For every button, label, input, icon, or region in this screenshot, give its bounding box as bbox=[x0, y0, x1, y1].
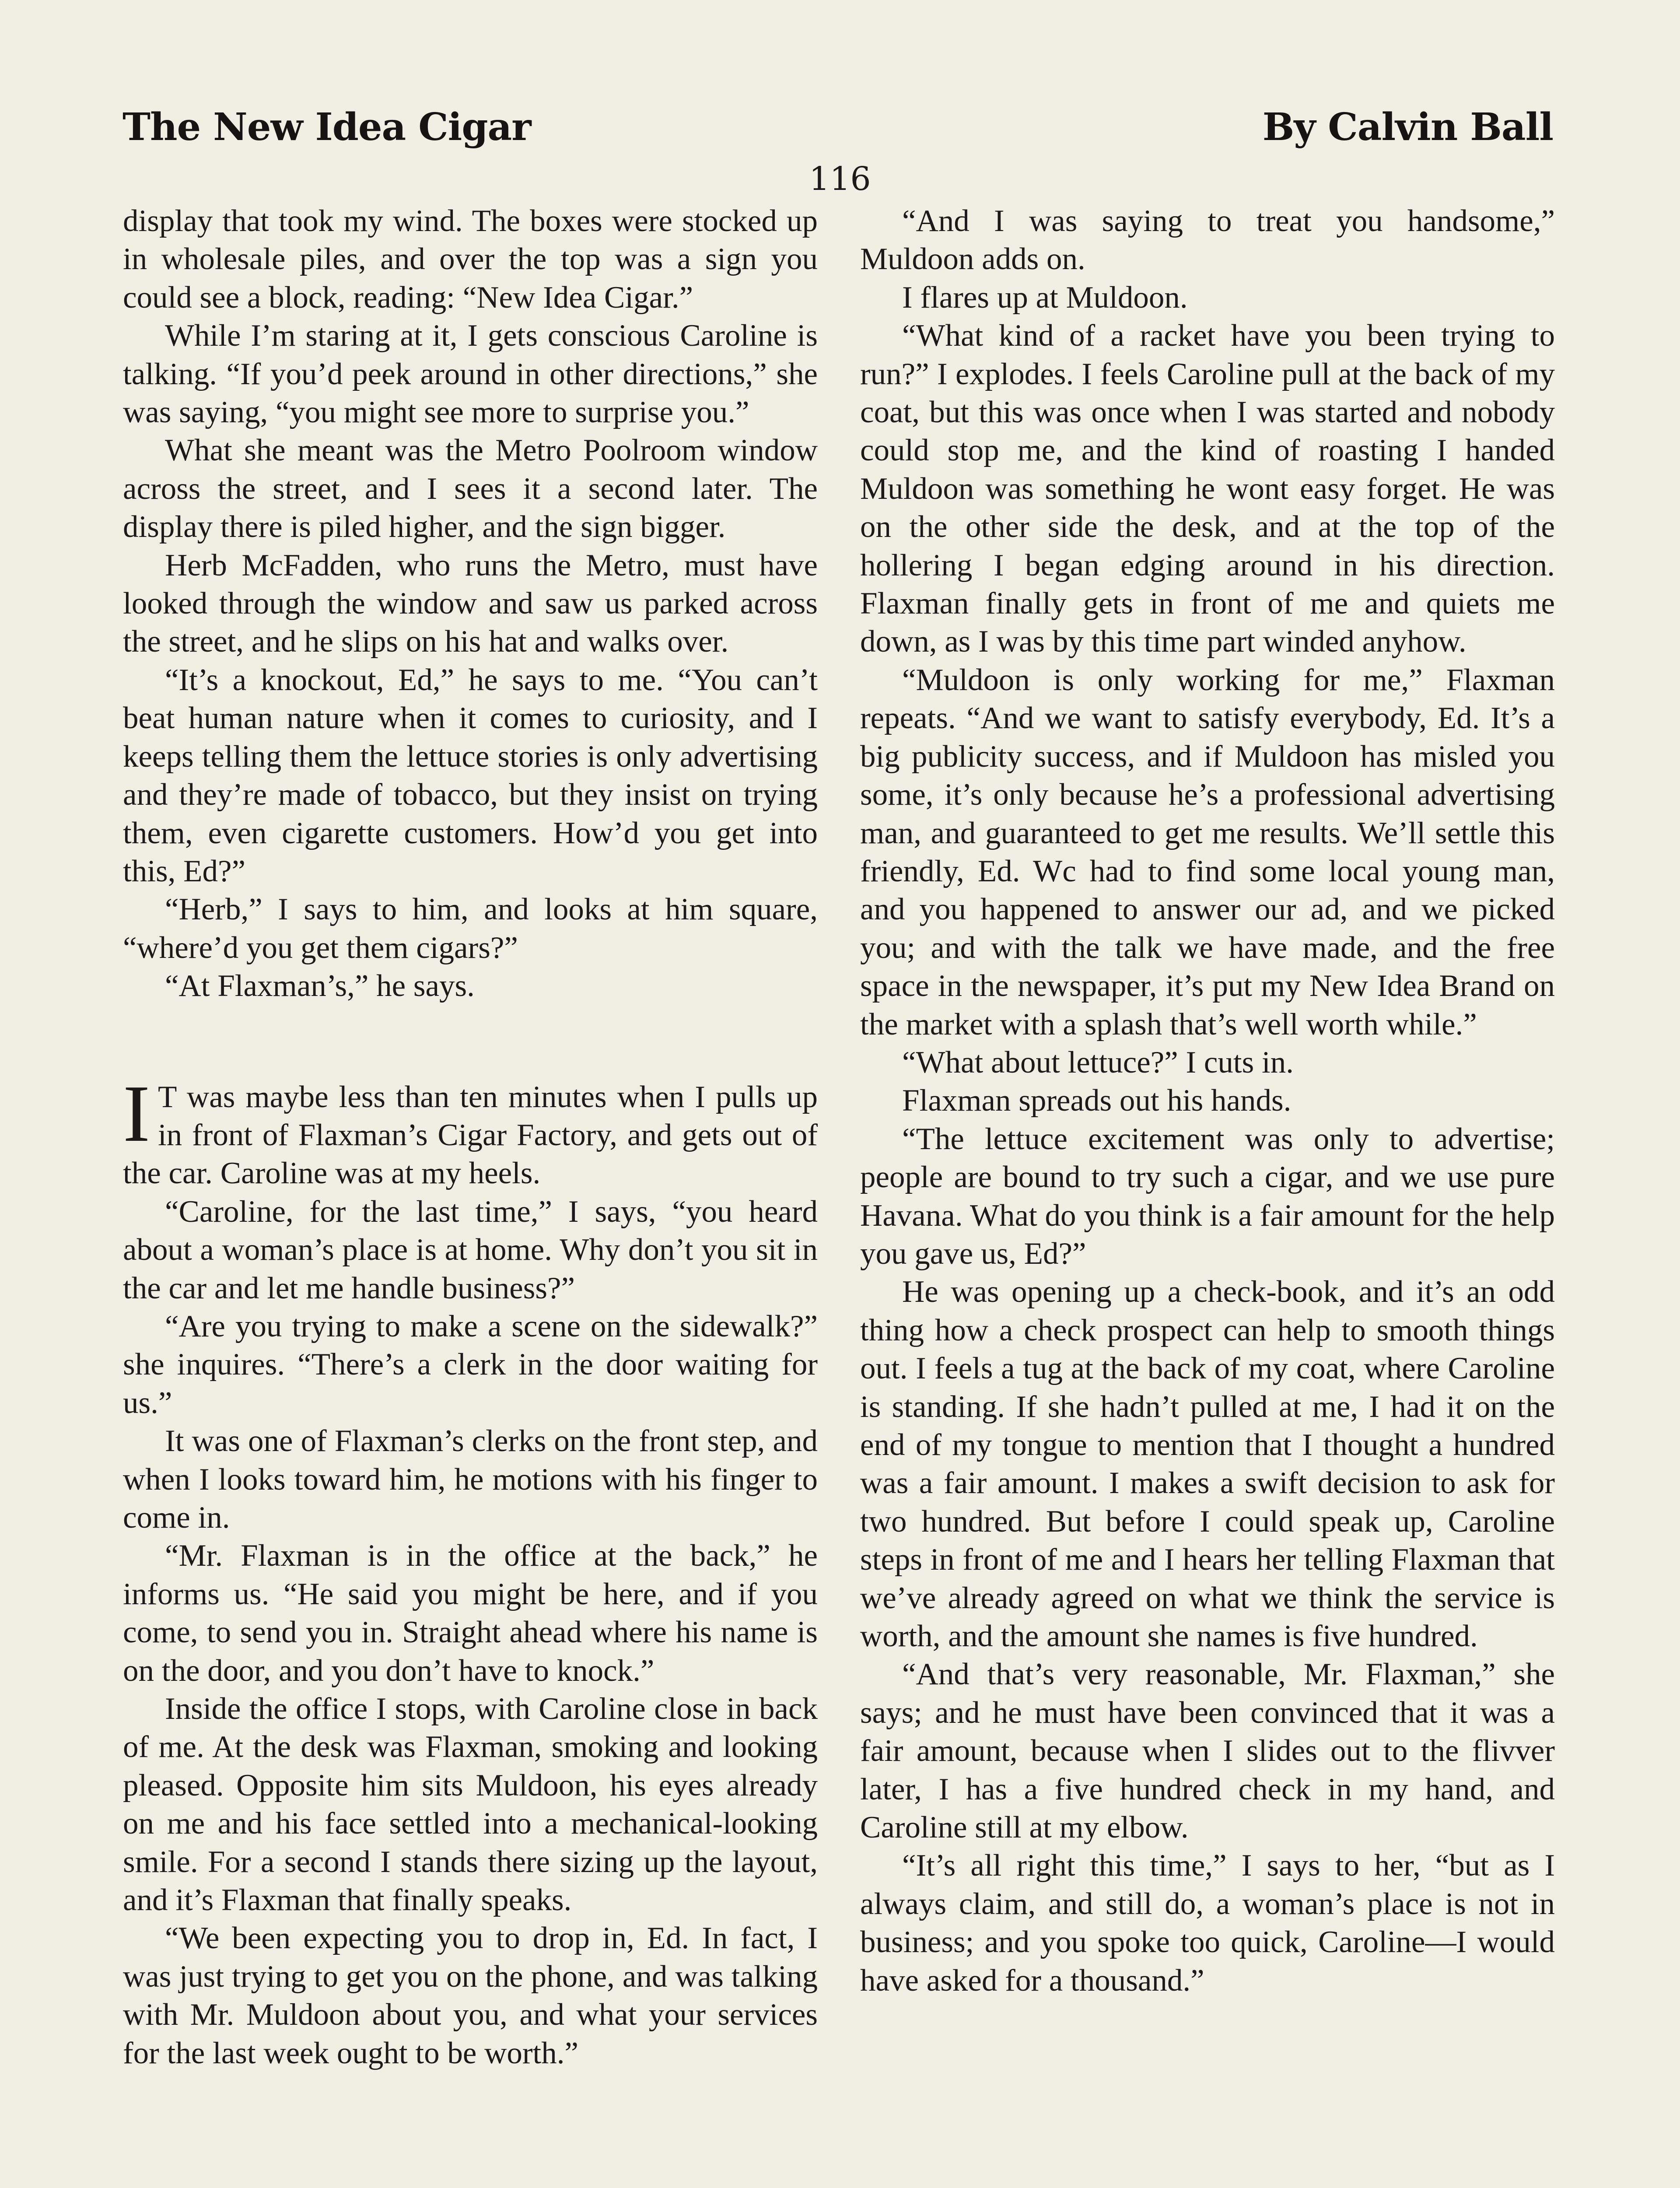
paragraph: “We been expecting you to drop in, Ed. In fact, I was just trying to get you on the phone, and was talking with Mr. Muldoon about you, and what your services for the last week ought to be worth.” bbox=[123, 1921, 818, 2070]
paragraph: It was one of Flaxman’s clerks on the front step, and when I looks toward him, he motions with his finger to come in. bbox=[123, 1424, 818, 1535]
paragraph: “It’s a knockout, Ed,” he says to me. “You can’t beat human nature when it comes to curiosity, and I keeps telling them the lettuce stories is only advertising and they’re made of tobacco, but they insist on trying them, even cigarette customers. How’d you get into this, Ed?” bbox=[123, 663, 818, 888]
paragraph: “Are you trying to make a scene on the sidewalk?” she inquires. “There’s a clerk in the door waiting for us.” bbox=[123, 1309, 818, 1420]
paragraph: Herb McFadden, who runs the Metro, must have looked through the window and saw us parked across the street, and he slips on his hat and walks over. bbox=[123, 548, 818, 659]
paragraph: “The lettuce excitement was only to advertise; people are bound to try such a cigar, and we use pure Havana. What do you think is a fair amount for the help you gave us, Ed?” bbox=[860, 1122, 1555, 1271]
paragraph: “And that’s very reasonable, Mr. Flaxman,” she says; and he must have been convinced that it was a fair amount, because when I slides out to the flivver later, I has a five hundred check in my hand, and Caroline still at my elbow. bbox=[860, 1657, 1555, 1845]
section-opening-paragraph bbox=[123, 1068, 818, 1193]
paragraph: Inside the office I stops, with Caroline close in back of me. At the desk was Flaxman, smoking and looking pleased. Opposite him sits Muldoon, his eyes already on me and his face settled into a mechanical-looking smile. For a second I stands there sizing up the layout, and it’s Flaxman that finally speaks. bbox=[123, 1692, 818, 1918]
paragraph: “Herb,” I says to him, and looks at him square, “where’d you get them cigars?” bbox=[123, 892, 818, 965]
story-title: The New Idea Cigar bbox=[122, 105, 531, 149]
paragraph: I flares up at Muldoon. bbox=[902, 280, 1188, 315]
paragraph: “And I was saying to treat you handsome,” Muldoon adds on. bbox=[860, 204, 1555, 277]
paragraph: “Caroline, for the last time,” I says, “you heard about a woman’s place is at home. Why don’t you sit in the car and let me handle business?” bbox=[123, 1194, 818, 1305]
author-byline: By Calvin Ball bbox=[1262, 105, 1553, 149]
right-text-column bbox=[860, 202, 1555, 2000]
paragraph: “Muldoon is only working for me,” Flaxman repeats. “And we want to satisfy everybody, Ed. It’s a big publicity success, and if Muldoon has misled you some, it’s only because he’s a professional advertising man, and guaranteed to get me results. We’ll settle this friendly, Ed. Wc had to find some local young man, and you happened to answer our ad, and we picked you; and with the talk we have made, and the free space in the newspaper, it’s put my New Idea Brand on the market with a splash that’s well worth while.” bbox=[860, 663, 1555, 1041]
paragraph: “What kind of a racket have you been trying to run?” I explodes. I feels Caroline pull at the back of my coat, but this was once when I was started and nobody could stop me, and the kind of roasting I handed Muldoon was something he wont easy forget. He was on the other side the desk, and at the top of the hollering I began edging around in his direction. Flaxman finally gets in front of me and quiets me down, as I was by this time part winded anyhow. bbox=[860, 319, 1555, 659]
page-number: 116 bbox=[809, 160, 871, 198]
paragraph: “What about lettuce?” I cuts in. bbox=[902, 1045, 1294, 1080]
drop-cap: I bbox=[123, 1068, 150, 1159]
paragraph: He was opening up a check-book, and it’s an odd thing how a check prospect can help to smooth things out. I feels a tug at the back of my coat, where Caroline is standing. If she hadn’t pulled at me, I had it on the end of my tongue to mention that I thought a hundred was a fair amount. I makes a swift decision to ask for two hundred. But before I could speak up, Caroline steps in front of me and I hears her telling Flaxman that we’ve already agreed on what we think the service is worth, and the amount she names is five hundred. bbox=[860, 1275, 1555, 1654]
left-text-column bbox=[123, 202, 818, 2072]
paragraph: “At Flaxman’s,” he says. bbox=[165, 969, 475, 1003]
paragraph: display that took my wind. The boxes were stocked up in wholesale piles, and over the top was a sign you could see a block, reading: “New Idea Cigar.” bbox=[123, 204, 818, 315]
paragraph-text: T was maybe less than ten minutes when I pulls up in front of Flaxman’s Cigar Factory, and gets out of the car. Caroline was at my heels. bbox=[123, 1080, 818, 1191]
paragraph: “Mr. Flaxman is in the office at the back,” he informs us. “He said you might be here, and if you come, to send you in. Straight ahead where his name is on the door, and you don’t have to knock.” bbox=[123, 1539, 818, 1688]
paragraph: What she meant was the Metro Poolroom window across the street, and I sees it a second later. The display there is piled higher, and the sign bigger. bbox=[123, 433, 818, 544]
paragraph: While I’m staring at it, I gets conscious Caroline is talking. “If you’d peek around in other directions,” she was saying, “you might see more to surprise you.” bbox=[123, 319, 818, 430]
paragraph: Flaxman spreads out his hands. bbox=[902, 1083, 1292, 1118]
paragraph: “It’s all right this time,” I says to her, “but as I always claim, and still do, a woman’s place is not in business; and you spoke too quick, Caroline—I would have asked for a thousand.” bbox=[860, 1848, 1555, 1998]
